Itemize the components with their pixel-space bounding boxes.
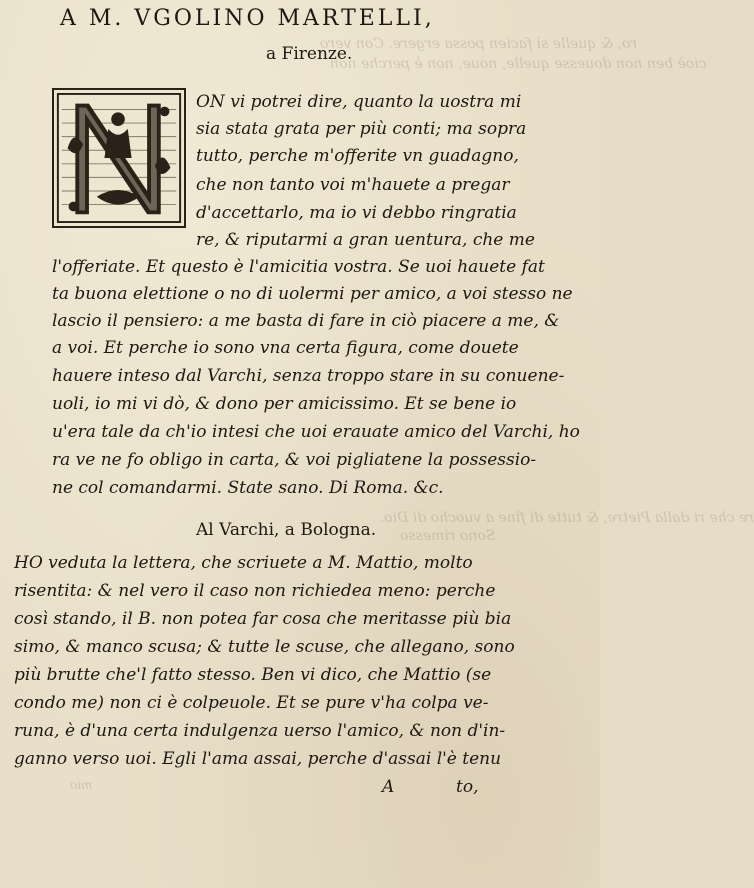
letter-line: hauere inteso dal Varchi, senza troppo stare in su conuene-	[52, 366, 565, 386]
bleed-through-text: re che ri dalla Pietre, & tutte di fine a vuocho di Dio.	[380, 510, 754, 526]
letter-line: a voi. Et perche io sono vna certa figura, come douete	[52, 338, 519, 358]
decorated-initial-n-icon	[54, 90, 184, 226]
letter-line: ra ve ne fo obligo in carta, & voi pigliatene la possessio-	[52, 450, 537, 470]
letter-line: uoli, io mi vi dò, & dono per amicissimo. Et se bene io	[52, 394, 517, 414]
letter-line: ON vi potrei dire, quanto la uostra mi	[196, 92, 522, 112]
letter-line: sia stata grata per più conti; ma sopra	[196, 119, 527, 139]
bleed-through-text: mio	[70, 778, 93, 792]
letter-line: l'offeriate. Et questo è l'amicitia vostra. Se uoi hauete fat	[52, 257, 545, 277]
bleed-through-text: cioè ben non douesse quelle, noue, non è perche non	[330, 56, 707, 72]
letter-line: re, & riputarmi a gran uentura, che me	[196, 230, 535, 250]
bleed-through-text: ro, & quelle sì facien possa ergere. Con vero	[320, 36, 638, 52]
letter-line: tutto, perche m'offerite vn guadagno,	[196, 146, 519, 166]
letter-line: più brutte che'l fatto stesso. Ben vi dico, che Mattio (se	[14, 665, 492, 685]
page-subtitle: a Firenze.	[266, 44, 353, 64]
letter-line: ganno verso uoi. Egli l'ama assai, perche d'assai l'è tenu	[14, 749, 502, 769]
letter-line: simo, & manco scusa; & tutte le scuse, che allegano, sono	[14, 637, 515, 657]
bleed-through-text: Sono rimesso	[400, 528, 496, 544]
letter-line: u'era tale da ch'io intesi che uoi erauate amico del Varchi, ho	[52, 422, 580, 442]
signature-mark: A	[382, 777, 395, 797]
letter-line: condo me) non ci è colpeuole. Et se pure v'ha colpa ve-	[14, 693, 489, 713]
letter-line: così stando, il B. non potea far cosa che meritasse più bia	[14, 609, 512, 629]
letter-line: che non tanto voi m'hauete a pregar	[196, 175, 510, 195]
woodcut-initial-icon	[52, 88, 186, 228]
page-title: A M. VGOLINO MARTELLI,	[60, 6, 435, 31]
letter-heading: Al Varchi, a Bologna.	[196, 520, 377, 540]
letter-line: d'accettarlo, ma io vi debbo ringratia	[196, 203, 517, 223]
letter-line: ta buona elettione o no di uolermi per amico, a voi stesso ne	[52, 284, 573, 304]
letter-line: lascio il pensiero: a me basta di fare in ciò piacere a me, &	[52, 311, 560, 331]
letter-line: risentita: & nel vero il caso non richiedea meno: perche	[14, 581, 496, 601]
letter-closing-line: ne col comandarmi. State sano. Di Roma. &c.	[52, 478, 444, 498]
catchword: to,	[456, 777, 479, 797]
letter-line: runa, è d'una certa indulgenza uerso l'amico, & non d'in-	[14, 721, 506, 741]
letter-line: HO veduta la lettera, che scriuete a M. Mattio, molto	[14, 553, 473, 573]
